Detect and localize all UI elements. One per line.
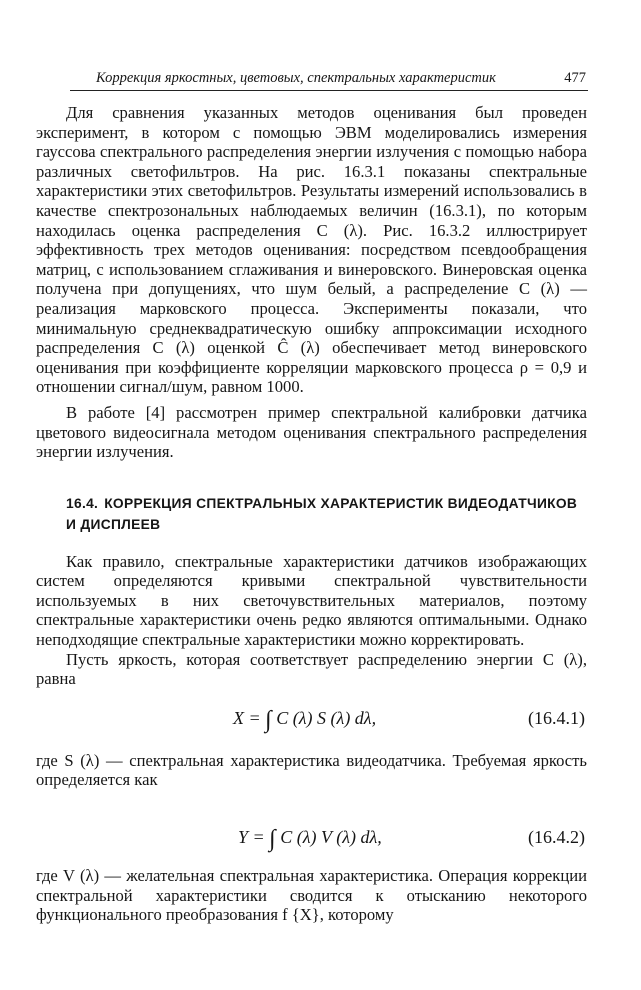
equation-label: (16.4.1) bbox=[528, 707, 585, 728]
integral-sign: ∫ bbox=[269, 826, 276, 853]
paragraph-brightness: Пусть яркость, которая соответствует распределению энергии C (λ), равна bbox=[36, 649, 587, 689]
equation-lhs: Y bbox=[238, 827, 249, 848]
page-number: 477 bbox=[564, 70, 586, 86]
running-header bbox=[70, 68, 588, 91]
page-body bbox=[36, 103, 587, 925]
equation-expression: Y = ∫ C (λ) V (λ) dλ, bbox=[238, 826, 382, 853]
section-number: 16.4. bbox=[66, 495, 99, 511]
equation-integrand: C (λ) V (λ) dλ, bbox=[280, 827, 382, 848]
paragraph-sensor: где S (λ) — спектральная характеристика видеодатчика. Требуемая яркость определяется как bbox=[36, 750, 587, 790]
paragraph-reference: В работе [4] рассмотрен пример спектральной калибровки датчика цветового видеосигнала методом оценивания спектрального распределения энергии излучения. bbox=[36, 402, 587, 462]
equation-label: (16.4.2) bbox=[528, 827, 585, 848]
equation-16-4-1 bbox=[36, 689, 587, 751]
section-heading bbox=[36, 493, 587, 535]
running-title: Коррекция яркостных, цветовых, спектральных характеристик bbox=[96, 70, 496, 86]
equation-16-4-2 bbox=[36, 790, 587, 866]
equation-lhs: X bbox=[233, 707, 244, 728]
paragraph-correction: где V (λ) — желательная спектральная характеристика. Операция коррекции спектральной характеристики сводится к отысканию некоторого функционального преобразования f {X}, которому bbox=[36, 866, 587, 925]
paragraph-intro: Как правило, спектральные характеристики датчиков изображающих систем определяются кривыми спектральной чувствительности используемых в них светочувствительных материалов, поэтому спектральные характеристики очень редко являются оптимальными. Однако неподходящие спектральные характеристики можно корректировать. bbox=[36, 551, 587, 650]
equation-expression: X = ∫ C (λ) S (λ) dλ, bbox=[233, 706, 377, 733]
paragraph-experiment: Для сравнения указанных методов оценивания был проведен эксперимент, в котором с помощью ЭВМ моделировались измерения гауссова спектрального распределения энергии излучения с помощью набора различных светофильтров. На рис. 16.3.1 показаны спектральные характеристики этих светофильтров. Результаты измерений использовались в качестве спектрозональных наблюдаемых величин (16.3.1), по которым находилась оценка распределения C (λ). Рис. 16.3.2 иллюстрирует эффективность трех методов оценивания: посредством псевдообращения матриц, с использованием сглаживания и винеровского. Винеровская оценка получена при допущениях, что шум белый, а распределение C (λ) — реализация марковского процесса. Эксперименты показали, что минимальную среднеквадратическую ошибку аппроксимации исходного распределения C (λ) оценкой Ĉ (λ) обеспечивает метод винеровского оценивания при коэффициенте корреляции марковского процесса ρ = 0,9 и отношении сигнал/шум, равном 1000. bbox=[36, 103, 587, 397]
equation-integrand: C (λ) S (λ) dλ, bbox=[276, 707, 377, 728]
integral-sign: ∫ bbox=[265, 706, 272, 733]
section-title: КОРРЕКЦИЯ СПЕКТРАЛЬНЫХ ХАРАКТЕРИСТИК ВИДЕОДАТЧИКОВ И ДИСПЛЕЕВ bbox=[66, 495, 578, 532]
